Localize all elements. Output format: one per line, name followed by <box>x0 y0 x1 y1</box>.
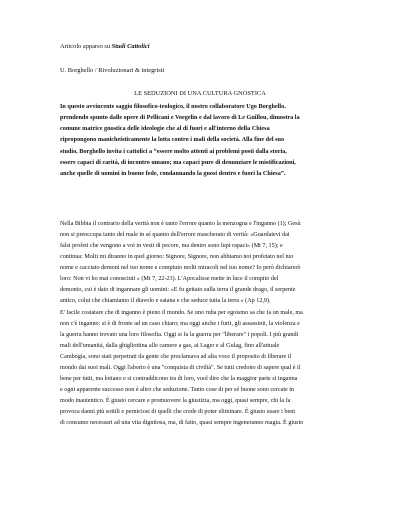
body-line: provoca danni più sottili e perniciosi di quelli che crede di poter eliminare. È giusto usare i beni <box>60 409 295 415</box>
abstract-line: comune matrice gnostica delle ideologie che al di fuori e all'interno della Chiesa <box>60 125 270 132</box>
source-line <box>60 43 149 51</box>
abstract-line: anche quelle di uomini in buone fede, condannando la gnosi dentro e fuori la Chiesa”. <box>60 170 286 177</box>
body-line: la guerra hanno trovato una loro filosofia. Oggi si fa la guerra per "liberare" i popoli. I più grandi <box>60 332 299 338</box>
abstract-line: prendendo spunto dalle opere di Pellicani e Voegelin e dal lavoro di Le Guillou, dimostra la <box>60 114 300 121</box>
author-line: U. Borghello / Rivoluzionari & integristi <box>60 67 165 74</box>
article-title: LE SEDUZIONI DI UNA CULTURA GNOSTICA <box>134 90 266 97</box>
abstract-line: essere capaci di carità, di incontro umano; ma capaci pure di denunziare le mistificazioni, <box>60 159 296 166</box>
body-line: e ogni apparente successo non è altro che seduzione. Tanto cose di per sé buone sono cercate in <box>60 387 295 393</box>
body-line: non c'è inganno: si è di fronte ad un caso chiaro; ma oggi anche i furti, gli assassinii, la violenza e <box>60 321 300 327</box>
body-line: Cambogia, sono stati perpetrati da gente che proclamava ad alta voce il proposito di liberare il <box>60 354 292 360</box>
body-line: non si preoccupa tanto del male in sé quanto dell'errore mascherato di verità: «Guardatevi dai <box>60 232 290 238</box>
body-line: Nella Bibbia il contrario della verità non è tanto l'errore quanto la menzogna e l'inganno (1); Gesù <box>60 221 301 227</box>
body-line: loro: Non vi ho mai conosciuti » (Mt 7, 22-23). L'Apocalisse mette in luce il compito del <box>60 276 279 282</box>
body-line: modo inautentico. È giusto cercare e promuovere la giustizia, ma oggi, quasi sempre, chi la fa <box>60 398 291 404</box>
body-line: di consumo necessari ad una vita dignitosa, ma, di fatto, quasi sempre ingeneranno magia. È giusto <box>60 420 304 426</box>
body-line: mondo dai suoi mali. Oggi l'aborto è una "conquista di civiltà". Se tutti credono di sapere qual è il <box>60 365 301 371</box>
body-line: continua: Molti mi diranno in quel giorno: Signore, Signore, non abbiamo noi profetato nel tuo <box>60 254 294 260</box>
body-line: antico, colui che chiamiamo il diavolo e satana e che seduce tutta la terra » (Ap 12,9). <box>60 298 271 304</box>
body-line: falsi profeti che vengono a voi in vesti di pecore, ma dentro sono lupi rapaci» (Mt 7, 15); e <box>60 243 283 249</box>
body-line: demonio, cui è dato di ingannare gli uomini: «E fu gettato sulla terra il grande drago, il serpente <box>60 287 296 293</box>
source-prefix: Articolo apparso su <box>60 43 112 50</box>
source-journal: Studi Cattolici <box>111 43 150 50</box>
abstract-line: In questo avvincente saggio filosofico-teologico, il nostro collaboratore Ugo Borghello, <box>60 103 286 110</box>
body-line: bene per tutti, ma lottano e si contraddicono tra di loro, vuol dire che la maggior parte si inganna <box>60 376 298 382</box>
abstract-line: ripropongono manicheisticamente la lotta contro i mali della società. Alla fine del suo <box>60 136 285 143</box>
abstract-line: studio, Borghello invita i cattolici a “essere molto attenti ai problemi posti dalla storia, <box>60 148 287 155</box>
body-line: nome e cacciato demoni nel tuo nome e compiuto molti miracoli nel tuo nome? Io però dichiarerò <box>60 265 301 271</box>
body-line: E' facile costatare che di inganno è pieno il mondo. Se uno ruba per egoismo sa che fa un male, ma <box>60 310 303 316</box>
body-line: mali dell'umanità, dalla ghigliottina alle camere a gas, ai Lager e al Gulag, fino all'attuale <box>60 343 280 349</box>
